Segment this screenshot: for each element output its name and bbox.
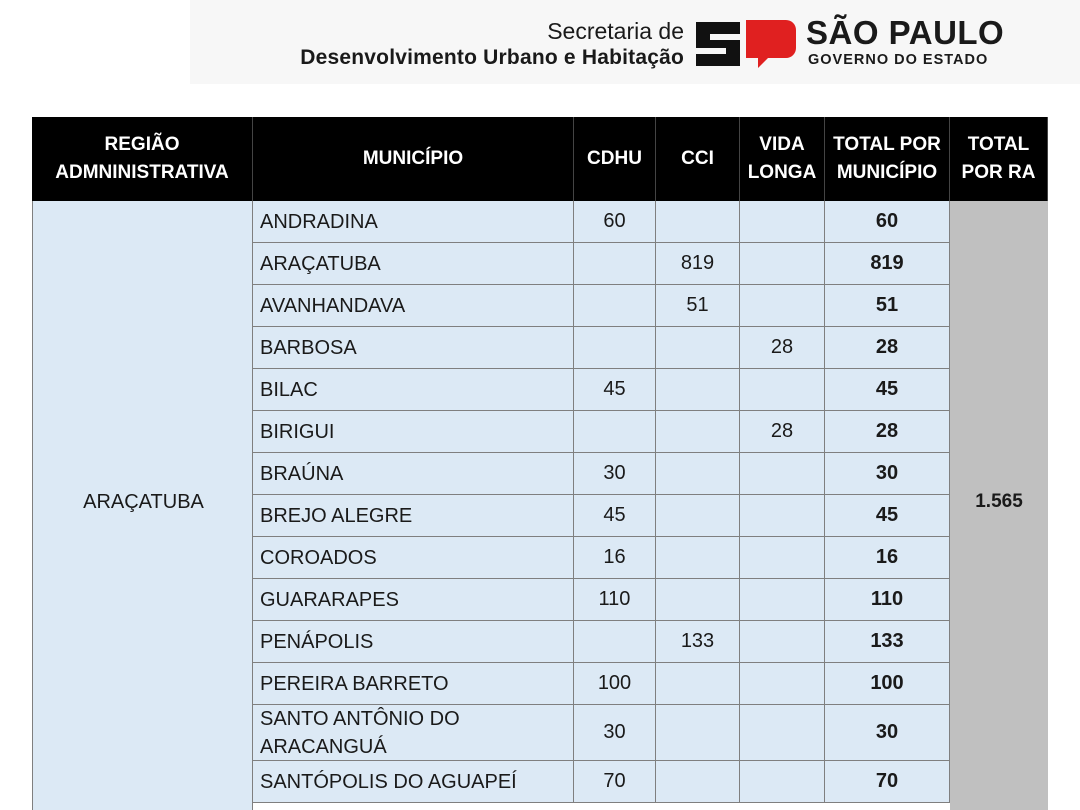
municipio-cell: AVANHANDAVA xyxy=(253,285,574,327)
total-municipio-cell: 133 xyxy=(825,621,950,663)
region-cell xyxy=(32,201,253,810)
total-municipio-cell: 30 xyxy=(825,453,950,495)
total-ra-value: 1.565 xyxy=(975,491,1023,512)
state-subtitle: GOVERNO DO ESTADO xyxy=(808,52,989,68)
cci-cell xyxy=(656,761,740,803)
secretaria-line2: Desenvolvimento Urbano e Habitação xyxy=(300,46,684,69)
sp-logo-icon xyxy=(694,18,798,70)
cdhu-cell: 45 xyxy=(574,369,656,411)
total-municipio-cell: 51 xyxy=(825,285,950,327)
municipio-cell: PENÁPOLIS xyxy=(253,621,574,663)
cci-cell xyxy=(656,369,740,411)
header-region: REGIÃO ADMNINISTRATIVA xyxy=(32,117,253,201)
total-municipio-cell: 28 xyxy=(825,411,950,453)
vida-longa-cell: 28 xyxy=(740,411,825,453)
cdhu-cell: 100 xyxy=(574,663,656,705)
cci-cell xyxy=(656,579,740,621)
secretaria-line1: Secretaria de xyxy=(547,18,684,44)
total-municipio-cell: 45 xyxy=(825,495,950,537)
header-total-municipio: TOTAL POR MUNICÍPIO xyxy=(825,117,950,201)
header-total-ra: TOTAL POR RA xyxy=(950,117,1048,201)
cci-cell xyxy=(656,537,740,579)
cci-cell: 133 xyxy=(656,621,740,663)
cdhu-cell xyxy=(574,243,656,285)
municipio-cell: COROADOS xyxy=(253,537,574,579)
total-municipio-cell: 45 xyxy=(825,369,950,411)
cdhu-cell: 16 xyxy=(574,537,656,579)
municipio-cell: ANDRADINA xyxy=(253,201,574,243)
total-municipio-cell: 110 xyxy=(825,579,950,621)
municipio-cell: PEREIRA BARRETO xyxy=(253,663,574,705)
municipio-cell: BARBOSA xyxy=(253,327,574,369)
vida-longa-cell xyxy=(740,495,825,537)
vida-longa-cell xyxy=(740,579,825,621)
header-cdhu: CDHU xyxy=(574,117,656,201)
total-municipio-cell: 819 xyxy=(825,243,950,285)
municipio-cell: ARAÇATUBA xyxy=(253,243,574,285)
municipio-cell: BRAÚNA xyxy=(253,453,574,495)
vida-longa-cell xyxy=(740,663,825,705)
cdhu-cell xyxy=(574,327,656,369)
cci-cell: 51 xyxy=(656,285,740,327)
header-municipio: MUNICÍPIO xyxy=(253,117,574,201)
cci-cell: 819 xyxy=(656,243,740,285)
municipio-cell: GUARARAPES xyxy=(253,579,574,621)
cci-cell xyxy=(656,663,740,705)
vida-longa-cell xyxy=(740,453,825,495)
cci-cell xyxy=(656,411,740,453)
total-municipio-cell: 30 xyxy=(825,705,950,761)
cci-cell xyxy=(656,453,740,495)
total-municipio-cell: 60 xyxy=(825,201,950,243)
total-ra-cell xyxy=(950,201,1048,810)
vida-longa-cell xyxy=(740,621,825,663)
cci-cell xyxy=(656,201,740,243)
vida-longa-cell xyxy=(740,761,825,803)
vida-longa-cell xyxy=(740,537,825,579)
cdhu-cell: 45 xyxy=(574,495,656,537)
total-municipio-cell: 28 xyxy=(825,327,950,369)
cdhu-cell xyxy=(574,411,656,453)
total-municipio-cell: 70 xyxy=(825,761,950,803)
header-cci: CCI xyxy=(656,117,740,201)
cci-cell xyxy=(656,327,740,369)
municipio-cell: BREJO ALEGRE xyxy=(253,495,574,537)
vida-longa-cell xyxy=(740,369,825,411)
housing-table xyxy=(32,117,1048,810)
cdhu-cell xyxy=(574,621,656,663)
total-municipio-cell: 100 xyxy=(825,663,950,705)
cdhu-cell xyxy=(574,285,656,327)
municipio-cell: SANTO ANTÔNIO DO ARACANGUÁ xyxy=(253,705,574,761)
region-label: ARAÇATUBA xyxy=(83,491,204,513)
municipio-cell: SANTÓPOLIS DO AGUAPEÍ xyxy=(253,761,574,803)
vida-longa-cell xyxy=(740,285,825,327)
vida-longa-cell: 28 xyxy=(740,327,825,369)
cci-cell xyxy=(656,705,740,761)
vida-longa-cell xyxy=(740,243,825,285)
cdhu-cell: 70 xyxy=(574,761,656,803)
state-title: SÃO PAULO xyxy=(806,14,1005,51)
vida-longa-cell xyxy=(740,705,825,761)
cdhu-cell: 60 xyxy=(574,201,656,243)
total-municipio-cell: 16 xyxy=(825,537,950,579)
cdhu-cell: 30 xyxy=(574,705,656,761)
cdhu-cell: 110 xyxy=(574,579,656,621)
cci-cell xyxy=(656,495,740,537)
vida-longa-cell xyxy=(740,201,825,243)
municipio-cell: BILAC xyxy=(253,369,574,411)
cdhu-cell: 30 xyxy=(574,453,656,495)
municipio-cell: BIRIGUI xyxy=(253,411,574,453)
header-vida-longa: VIDA LONGA xyxy=(740,117,825,201)
